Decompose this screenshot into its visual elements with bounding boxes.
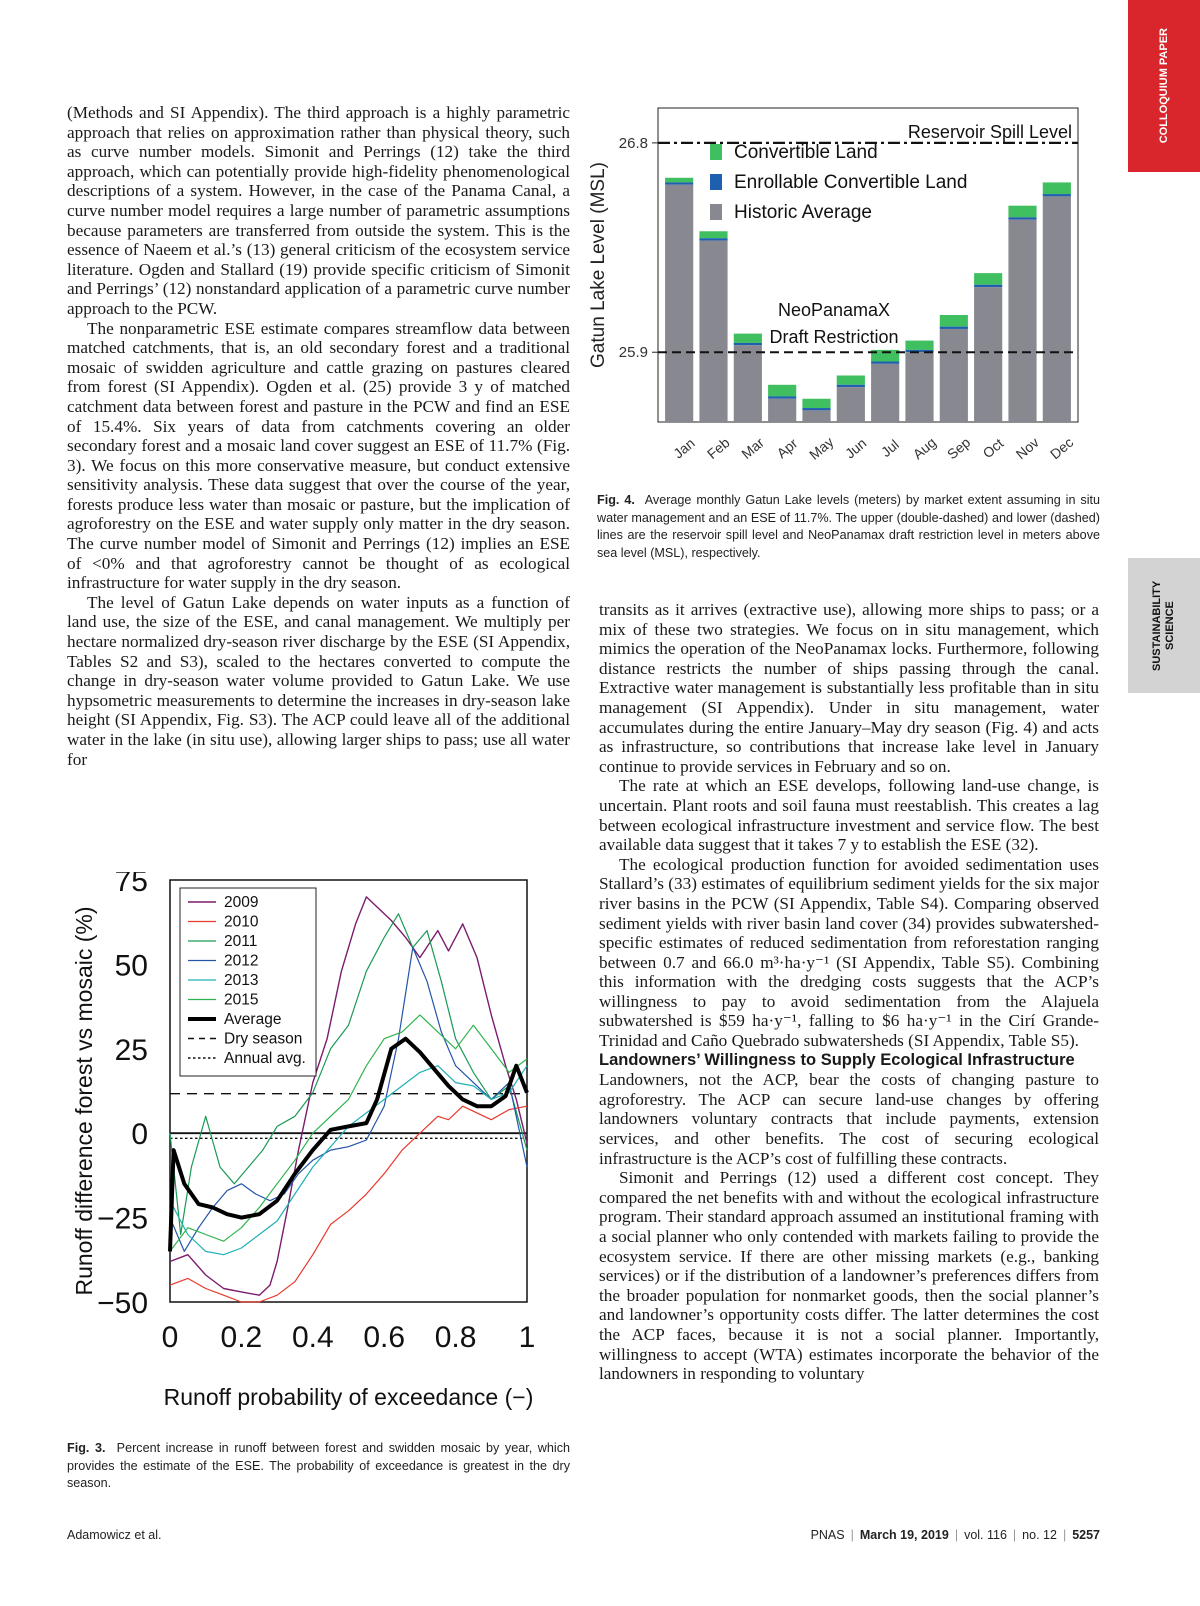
bar-convertible-land [699,231,727,238]
legend-label: 2013 [224,972,259,989]
colloquium-paper-tab [1128,0,1200,172]
bar-historic-average [802,410,830,422]
legend-label: Annual avg. [224,1050,306,1067]
footer-page: 5257 [1072,1528,1100,1542]
x-tick-label: Oct [979,435,1007,462]
y-axis-label: Runoff difference forest vs mosaic (%) [71,906,97,1296]
y-tick-label: 75 [114,872,148,898]
y-tick-label: −50 [97,1287,148,1320]
x-axis-label: Runoff probability of exceedance (−) [163,1384,534,1410]
legend-label: 2012 [224,952,259,970]
bar-enrollable-convertible-land [734,343,762,345]
y-tick-label: 0 [131,1118,148,1152]
bar-convertible-land [974,273,1002,285]
bar-enrollable-convertible-land [940,327,968,329]
x-tick-label: Jul [877,436,902,461]
fig4-caption-text: Average monthly Gatun Lake levels (meters) by market extent assuming in situ water management and an ESE of 11.7%. The upper (double-dashed) and lower (dashed) lines are the reservoir spill level and NeoPanamax draft restriction level in meters above sea level (MSL), respectively. [597,493,1101,560]
footer-journal-info: PNAS | March 19, 2019 | vol. 116 | no. 12 | 5257 [810,1528,1100,1542]
bar-historic-average [1008,220,1036,422]
legend-swatch [710,144,722,160]
x-tick-label: Nov [1012,434,1042,463]
bar-enrollable-convertible-land [802,408,830,410]
x-tick-label: 0.6 [363,1321,406,1354]
bar-enrollable-convertible-land [768,396,796,398]
fig4-bar-chart [580,100,1100,480]
x-tick-label: Jun [841,434,870,462]
bar-convertible-land [665,178,693,183]
y-tick-label: 25 [114,1033,148,1067]
paragraph: The rate at which an ESE develops, following land-use change, is uncertain. Plant roots and soil fauna must reestablish. This creates a lag between ecological infrastructure investment and service flow. The best available data suggest that it takes 7 y to establish the ESE (32). [599,776,1099,855]
sustainability-science-tab [1128,558,1200,693]
footer-volume: vol. 116 [964,1528,1007,1542]
left-column-text [67,103,570,769]
draft-restriction-label-line2: Draft Restriction [769,327,899,348]
bar-enrollable-convertible-land [665,182,693,184]
bar-historic-average [837,387,865,422]
x-tick-label: 0.4 [291,1321,334,1354]
y-axis-label: Gatun Lake Level (MSL) [588,162,609,368]
legend-label: Average [224,1011,282,1028]
footer-issue: no. 12 [1022,1528,1057,1542]
x-tick-label: 1 [518,1321,536,1354]
legend-label: Convertible Land [734,142,878,163]
paragraph: transits as it arrives (extractive use), allowing more ships to pass; or a mix of these two strategies. We focus on in situ management, which mimics the operation of the NeoPanamax locks. Furthermore, following distance restricts the number of ships passing through the canal. Extractive water management is substantially less profitable than in situ management (SI Appendix). Under in situ management, water accumulates during the entire January–May dry season (Fig. 4) and acts as infrastructure, so contributions that increase lake level in January continue to provide services in February and so on. [599,600,1099,776]
bar-convertible-land [768,385,796,397]
right-column-text [599,600,1099,1384]
bar-convertible-land [905,341,933,350]
fig4-caption [597,492,1100,562]
fig4-caption-label: Fig. 4. [597,493,635,507]
y-tick-label: 50 [114,949,148,983]
y-tick-label: −25 [97,1202,148,1236]
colloquium-paper-label: COLLOQUIUM PAPER [1157,28,1170,144]
fig3-line-chart [62,872,572,1427]
bar-convertible-land [802,399,830,408]
x-tick-label: Apr [773,435,801,462]
bar-enrollable-convertible-land [974,285,1002,287]
fig3-caption-label: Fig. 3. [67,1441,106,1455]
bar-historic-average [1043,196,1071,422]
bar-enrollable-convertible-land [1043,194,1071,196]
x-tick-label: Dec [1046,434,1077,463]
y-tick-label: 26.8 [618,134,648,152]
bar-historic-average [665,185,693,422]
footer-authors: Adamowicz et al. [67,1528,162,1542]
bar-enrollable-convertible-land [871,362,899,364]
x-tick-label: Jan [670,434,698,462]
fig3-caption [67,1440,570,1493]
bar-convertible-land [1008,206,1036,218]
footer-journal: PNAS [810,1528,845,1542]
x-tick-label: May [806,433,837,463]
legend-swatch [710,174,722,190]
paragraph: The level of Gatun Lake depends on water inputs as a function of land use, the size of the ESE, and canal management. We multiply per hectare normalized dry-season river discharge by the ESE (SI Appendix, Tables S2 and S3), scaled to the hectares converted to compute the change in dry-season water volume provided to Gatun Lake. We use hypsometric measurements to determine the increases in dry-season lake height (SI Appendix, Fig. S3). The ACP could leave all of the additional water in the lake (in situ use), allowing larger ships to pass; use all water for [67,592,570,769]
bar-historic-average [940,329,968,422]
bar-convertible-land [837,375,865,384]
bar-enrollable-convertible-land [837,385,865,387]
bar-historic-average [905,352,933,422]
bar-historic-average [871,364,899,422]
legend-label: 2010 [224,913,259,931]
x-tick-label: Mar [738,434,768,463]
legend-label: 2011 [224,933,258,950]
bar-historic-average [974,287,1002,422]
spill-level-label: Reservoir Spill Level [907,121,1072,142]
section-heading: Landowners’ Willingness to Supply Ecological Infrastructure [599,1050,1075,1069]
fig3-caption-text: Percent increase in runoff between forest and swidden mosaic by year, which provides the estimate of the ESE. The probability of exceedance is greatest in the dry season. [67,1441,570,1490]
legend-label: Historic Average [734,202,872,223]
bar-convertible-land [734,334,762,343]
x-tick-label: 0.8 [434,1321,477,1354]
paragraph: Simonit and Perrings (12) used a different cost concept. They compared the net benefits with and without the ecological infrastructure program. Their standard approach assumed an institutional framing with a social planner who only contended with markets failing to provide the ecosystem service. If there are other missing markets (e.g., banking services) or if the distribution of a landowner’s preferences differs from the broader population for nonmarket goods, then the social planner’s and landowner’s opportunity costs differ. The latter determines the cost the ACP faces, because it is not a social planner. Importantly, willingness to accept (WTA) estimates incorporate the behavior of the landowners in responding to voluntary [599,1168,1099,1384]
bar-enrollable-convertible-land [699,238,727,240]
legend-label: Enrollable Convertible Land [734,172,968,193]
footer-date: March 19, 2019 [859,1528,949,1542]
legend-label: 2009 [224,894,259,911]
x-tick-label: 0 [161,1321,179,1354]
x-tick-label: Aug [909,434,939,463]
legend-swatch [710,204,722,220]
paragraph: Landowners, not the ACP, bear the costs of changing pasture to agroforestry. The ACP can secure land-use changes by offering landowners voluntary contracts that include payments, extension services, and other benefits. The cost of securing ecological infrastructure is the ACP’s cost of fulfilling these contracts. [599,1070,1099,1168]
sustainability-science-label: SUSTAINABILITY SCIENCE [1151,580,1176,671]
bar-historic-average [734,345,762,422]
series-line-2010 [170,1106,527,1302]
paragraph: (Methods and SI Appendix). The third approach is a highly parametric approach that relies on approximation rather than physical theory, such as curve number models. Simonit and Perrings (12) take the third approach, which can potentially provide high-fidelity phenomenological descriptions of a system. However, in the case of the Panama Canal, a curve number model requires a large number of parametric assumptions because parameters are transferred from outside the system. This is the essence of Naeem et al.’s (13) general criticism of the ecosystem service literature. Ogden and Stallard (19) provide specific criticism of Simonit and Perrings’ (12) nonstandard application of a parametric curve number approach to the PCW. [67,103,570,318]
y-tick-label: 25.9 [618,344,648,362]
paragraph: The ecological production function for avoided sedimentation uses Stallard’s (33) estimates of equilibrium sediment yields for the six major river basins in the PCW (SI Appendix, Table S4). Comparing observed sediment yields with river basin land cover (34) provides subwatershed-specific estimates of reduced sedimentation from reforestation ranging between 0.7 and 66.0 m³·ha·y⁻¹ (SI Appendix, Table S5). Combining this information with the dredging costs suggests that the ACP’s willingness to pay to avoid sedimentation from the Alajuela subwatershed is $59 ha·y⁻¹, falling to $6 ha·y⁻¹ in the Cirí Grande-Trinidad and Caño Quebrado subwatersheds (SI Appendix, Table S5). [599,854,1099,1051]
bar-enrollable-convertible-land [1008,217,1036,219]
x-tick-label: 0.2 [220,1321,263,1354]
bar-convertible-land [940,315,968,327]
x-tick-label: Feb [703,434,733,463]
draft-restriction-label-line1: NeoPanamaX [777,300,891,321]
paragraph: The nonparametric ESE estimate compares streamflow data between matched catchments, that is, an old secondary forest and a traditional mosaic of swidden agriculture and cattle grazing on pastures cleared from forest (SI Appendix). Ogden et al. (25) provide 3 y of matched catchment data between forest and pasture in the PCW and find an ESE of 15.4%. Six years of data from catchments covering an older secondary forest and a mosaic land cover suggest an ESE of 11.7% (Fig. 3). We focus on this more conservative measure, but conduct extensive sensitivity analysis. These data suggest that over the course of the year, forests produce less water than mosaic or pasture, but the implication of agroforestry on the ESE and water supply only matter in the dry season. The curve number model of Simonit and Perrings (12) implies an ESE of <0% and that agroforestry cannot be thought of as ecological infrastructure for water supply in the dry season. [67,318,570,593]
legend-label: Dry season [224,1030,303,1048]
bar-historic-average [699,241,727,422]
legend-label: 2015 [224,991,259,1009]
bar-convertible-land [1043,182,1071,194]
bar-historic-average [768,399,796,422]
x-tick-label: Sep [943,434,974,463]
